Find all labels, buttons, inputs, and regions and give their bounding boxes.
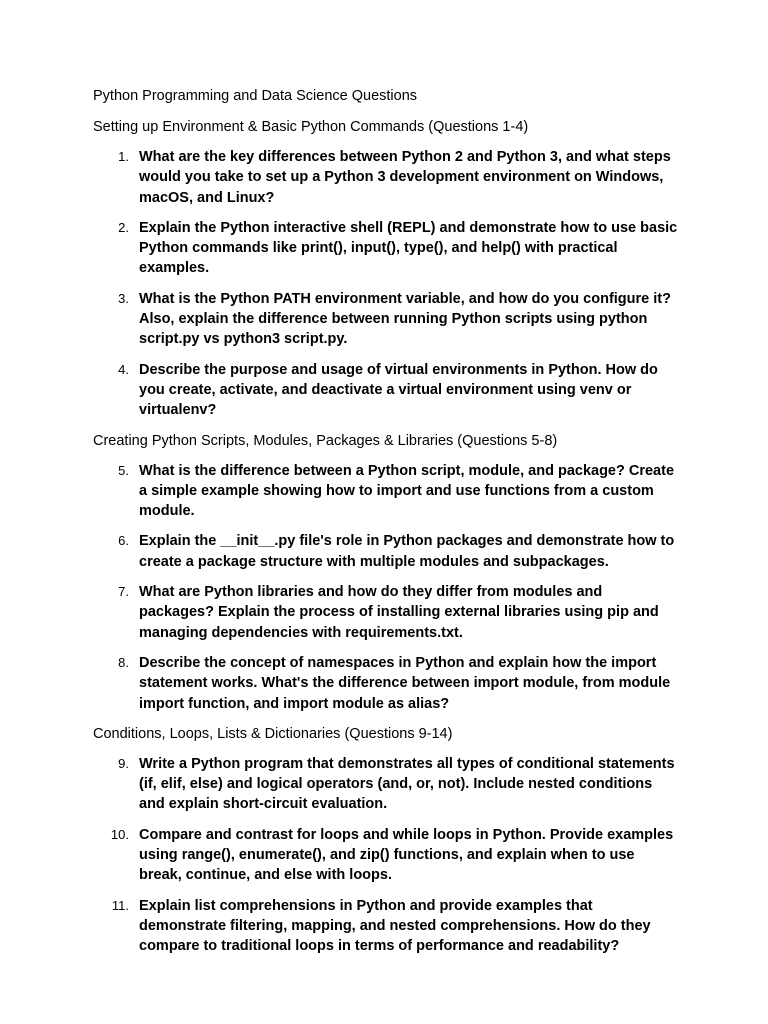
question-number: 3. bbox=[118, 290, 129, 306]
question-text: Describe the purpose and usage of virtual environments in Python. How do you create, activate, and deactivate a virtual environment using venv or virtualenv? bbox=[139, 361, 658, 419]
question-item bbox=[93, 754, 678, 815]
question-text: What are Python libraries and how do they differ from modules and packages? Explain the process of installing external libraries using pip and managing dependencies with requirements.txt. bbox=[139, 584, 659, 641]
question-number: 11. bbox=[111, 897, 129, 913]
question-list bbox=[93, 461, 678, 714]
question-item bbox=[93, 896, 678, 957]
question-item bbox=[93, 289, 678, 350]
question-text: Explain list comprehensions in Python and provide examples that demonstrate filtering, mapping, and nested comprehensions. How do they compare to traditional loops in terms of performance and readability? bbox=[139, 897, 651, 955]
question-text: Describe the concept of namespaces in Python and explain how the import statement works. What's the difference between import module, from module import function, and import module as alias? bbox=[139, 654, 671, 712]
question-number: 7. bbox=[118, 584, 129, 600]
question-text: Explain the Python interactive shell (REPL) and demonstrate how to use basic Python commands like print(), input(), type(), and help() with practical examples. bbox=[139, 219, 678, 277]
question-number: 2. bbox=[118, 219, 129, 235]
question-number: 9. bbox=[118, 755, 129, 771]
section-heading: Conditions, Loops, Lists & Dictionaries (Questions 9-14) bbox=[93, 725, 453, 742]
question-item bbox=[93, 147, 678, 208]
question-item bbox=[93, 531, 678, 572]
question-text: What is the Python PATH environment variable, and how do you configure it? Also, explain the difference between running Python scripts using python script.py vs python3 script.py. bbox=[139, 290, 671, 348]
question-item bbox=[93, 461, 678, 522]
question-number: 1. bbox=[118, 149, 129, 164]
question-text: Explain the __init__.py file's role in Python packages and demonstrate how to create a package structure with multiple modules and subpackages. bbox=[139, 533, 675, 570]
question-number: 4. bbox=[118, 361, 129, 377]
question-item bbox=[93, 825, 678, 886]
question-text: What is the difference between a Python script, module, and package? Create a simple example showing how to import and use functions from a custom module. bbox=[139, 462, 675, 520]
question-number: 8. bbox=[118, 654, 129, 670]
question-number: 10. bbox=[110, 826, 129, 842]
question-number: 5. bbox=[118, 462, 129, 478]
question-item bbox=[93, 653, 678, 714]
question-text: What are the key differences between Python 2 and Python 3, and what steps would you take to set up a Python 3 development environment on Windows, macOS, and Linux? bbox=[139, 149, 671, 206]
question-text: Write a Python program that demonstrates all types of conditional statements (if, elif, else) and logical operators (and, or, not). Include nested conditions and explain short-circuit evaluation. bbox=[139, 755, 675, 813]
question-list bbox=[93, 754, 678, 957]
question-item bbox=[93, 218, 678, 279]
question-number: 6. bbox=[118, 533, 129, 549]
question-item bbox=[93, 582, 678, 643]
question-text: Compare and contrast for loops and while loops in Python. Provide examples using range(), enumerate(), and zip() functions, and explain when to use break, continue, and else with loops. bbox=[139, 826, 674, 884]
section-heading: Creating Python Scripts, Modules, Packages & Libraries (Questions 5-8) bbox=[93, 432, 558, 449]
question-list bbox=[93, 147, 678, 421]
document-title: Python Programming and Data Science Questions bbox=[93, 88, 418, 104]
section-heading: Setting up Environment & Basic Python Commands (Questions 1-4) bbox=[93, 119, 529, 135]
question-item bbox=[93, 360, 678, 421]
